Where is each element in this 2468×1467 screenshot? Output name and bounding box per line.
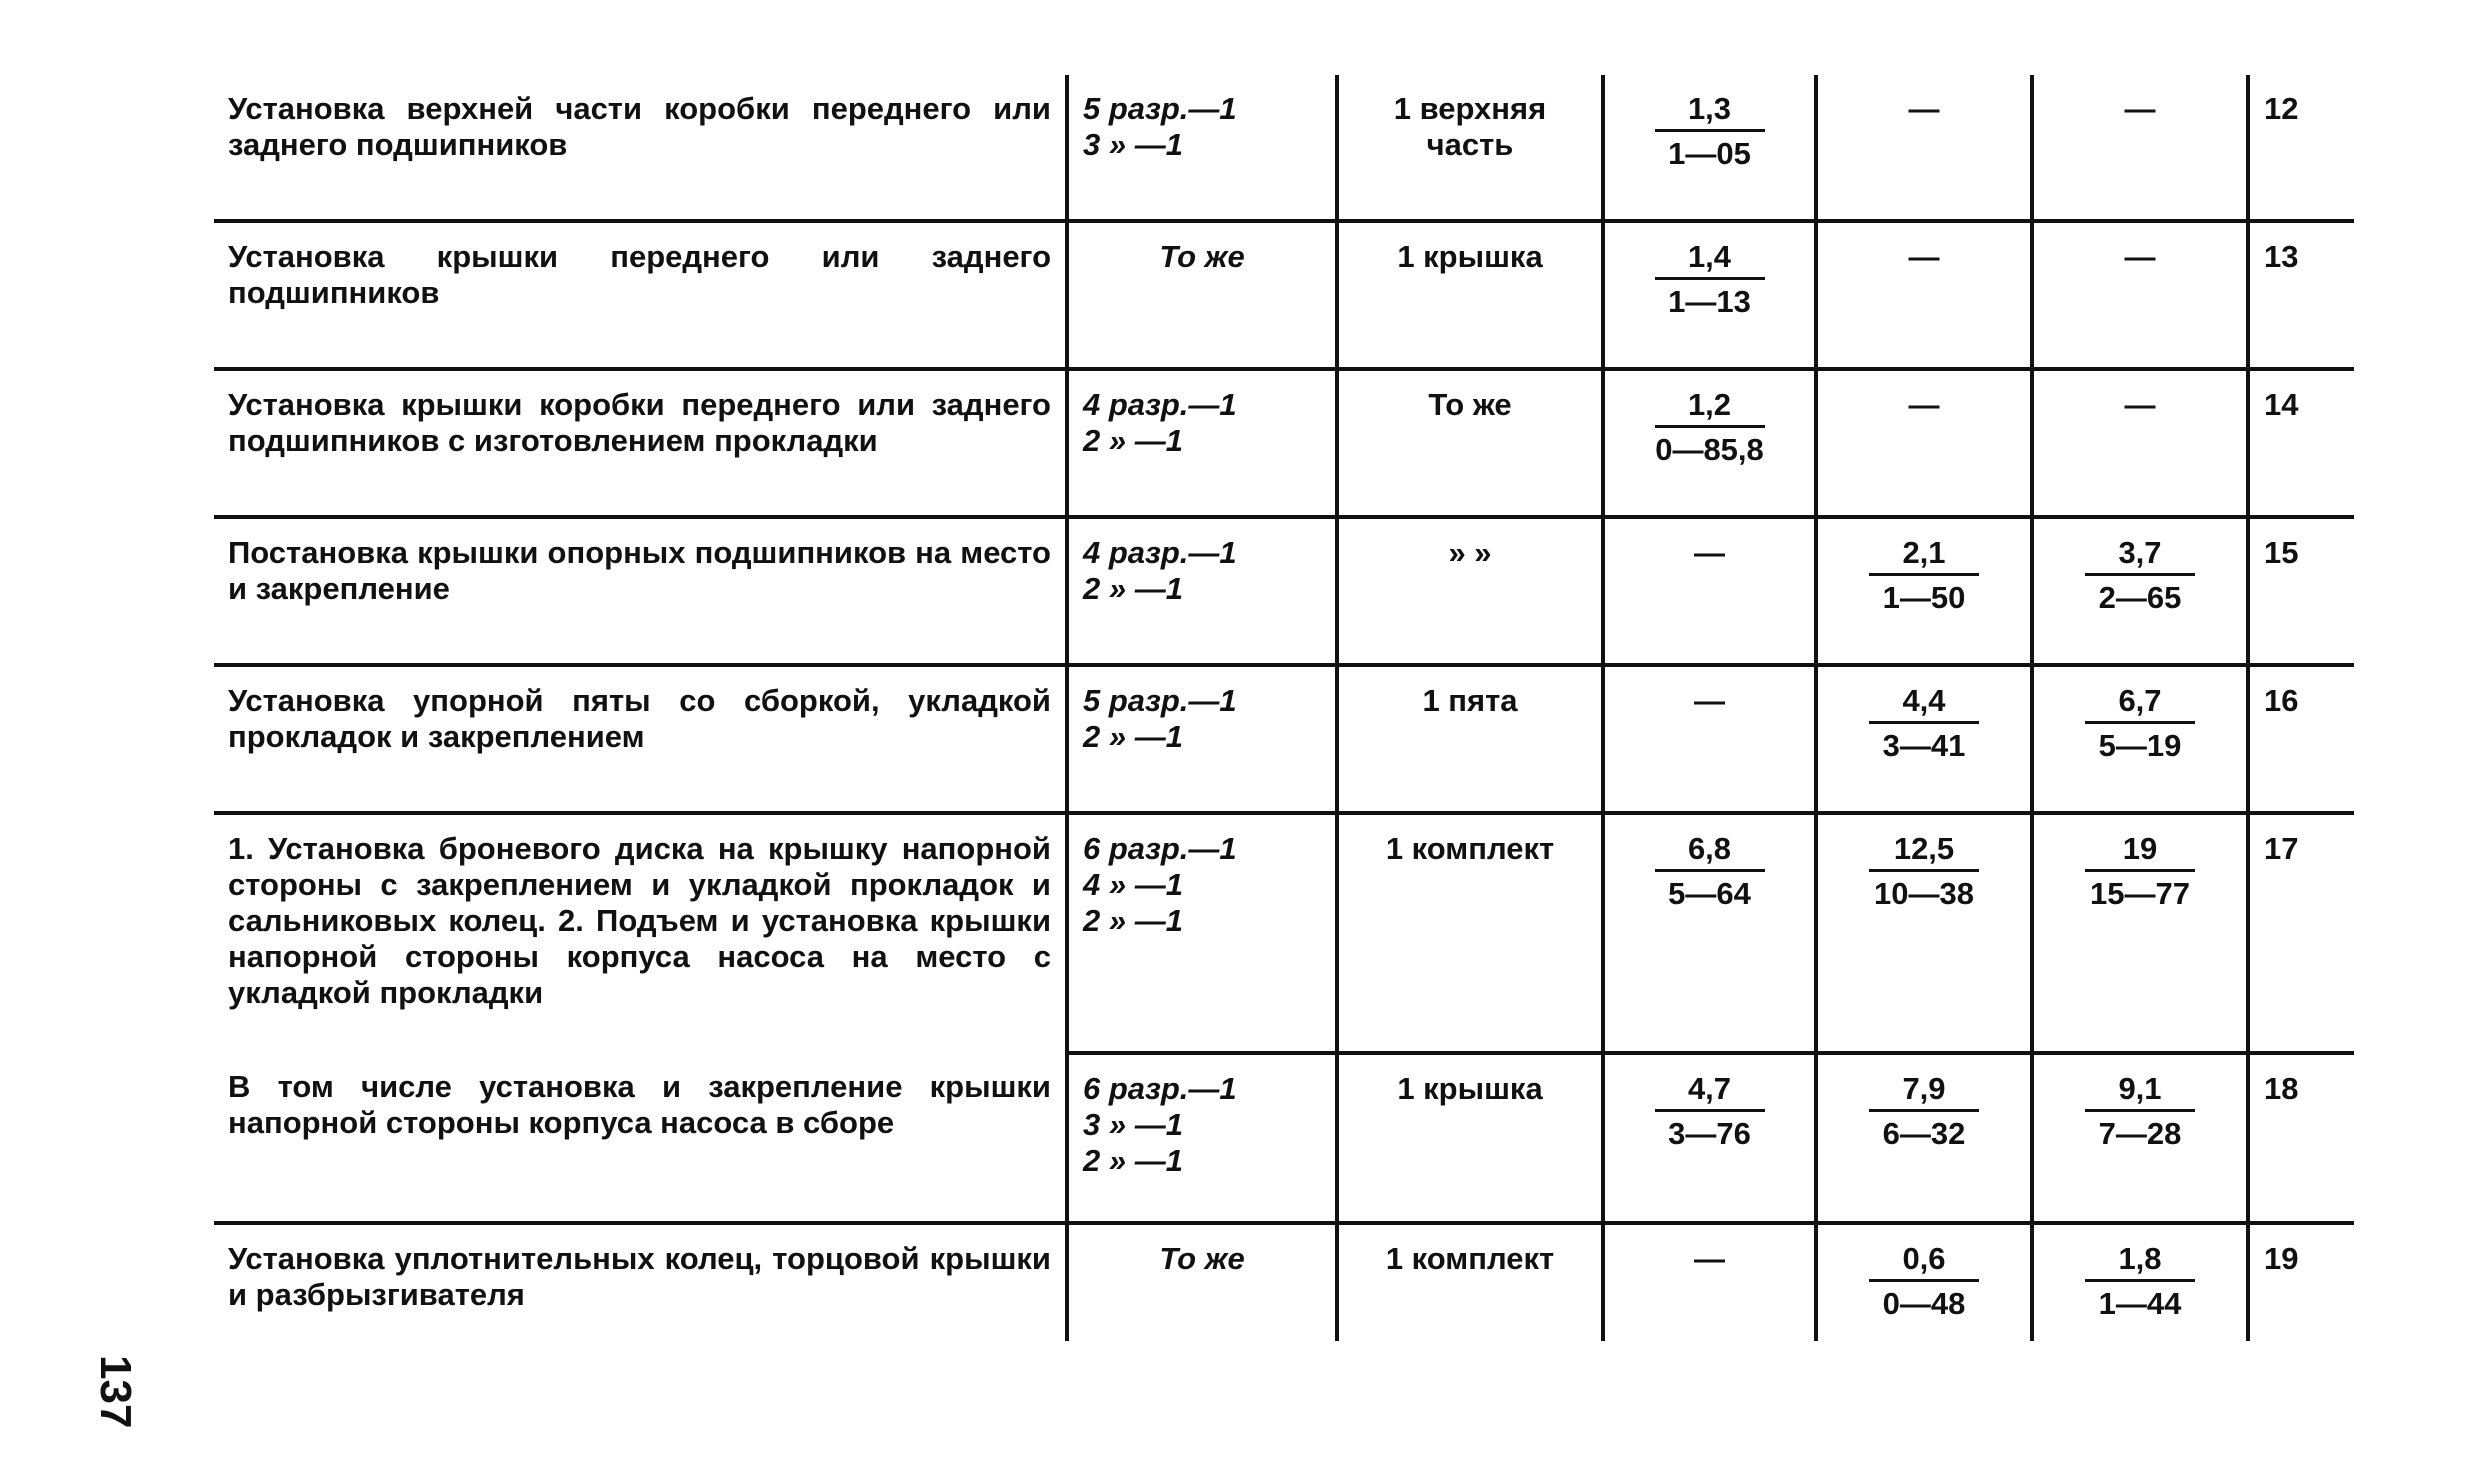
crew-line: 4 разр.—1 xyxy=(1083,535,1237,570)
norm-cell xyxy=(1603,75,1816,221)
fraction-numerator: 7,9 xyxy=(1869,1071,1979,1112)
crew-line: 3 » —1 xyxy=(1083,127,1183,162)
fraction-numerator: 4,7 xyxy=(1655,1071,1765,1112)
norm-cell xyxy=(1603,221,1816,369)
fraction-numerator: 6,7 xyxy=(2085,683,2195,724)
operation-cell: В том числе установка и закрепление крышки напорной стороны корпуса насоса в сборе xyxy=(214,1053,1067,1223)
fraction-numerator: 1,4 xyxy=(1655,239,1765,280)
fraction-denominator: 0—48 xyxy=(1882,1286,1966,1321)
row-number: 12 xyxy=(2248,75,2354,221)
crew-line: 2 » —1 xyxy=(1083,903,1183,938)
unit-cell: » » xyxy=(1337,517,1603,665)
norm-cell: — xyxy=(1816,369,2032,517)
table-row xyxy=(214,1053,2354,1223)
crew-cell: То же xyxy=(1067,221,1337,369)
norm-cell xyxy=(1816,665,2032,813)
fraction-denominator: 0—85,8 xyxy=(1655,432,1764,467)
norm-cell xyxy=(2032,813,2248,1053)
fraction xyxy=(1869,1241,1979,1322)
row-number: 16 xyxy=(2248,665,2354,813)
fraction xyxy=(2085,1241,2195,1322)
row-number: 15 xyxy=(2248,517,2354,665)
norm-cell: — xyxy=(1816,221,2032,369)
norm-cell xyxy=(1603,369,1816,517)
norm-cell: — xyxy=(2032,369,2248,517)
operation-cell: Установка уплотнительных колец, торцовой крышки и разбрызгивателя xyxy=(228,1241,1051,1312)
norm-cell xyxy=(2032,1053,2248,1223)
page-number: 137 xyxy=(91,1355,140,1429)
row-number: 14 xyxy=(2248,369,2354,517)
fraction-denominator: 2—65 xyxy=(2098,580,2182,615)
norm-cell xyxy=(1816,1053,2032,1223)
unit-cell: 1 комплект xyxy=(1337,813,1603,1053)
table-row xyxy=(214,1223,2354,1341)
unit-cell: 1 пята xyxy=(1337,665,1603,813)
fraction-denominator: 3—76 xyxy=(1668,1116,1751,1151)
norms-table xyxy=(214,75,2354,1341)
table-row xyxy=(214,517,2354,665)
fraction xyxy=(1869,535,1979,616)
fraction-denominator: 5—64 xyxy=(1668,876,1751,911)
crew-cell xyxy=(1067,517,1337,665)
fraction-numerator: 4,4 xyxy=(1869,683,1979,724)
fraction-numerator: 0,6 xyxy=(1869,1241,1979,1282)
fraction-denominator: 1—05 xyxy=(1668,136,1751,171)
fraction xyxy=(1655,1071,1765,1152)
fraction xyxy=(1869,831,1979,912)
row-number: 13 xyxy=(2248,221,2354,369)
fraction xyxy=(2085,1071,2195,1152)
crew-line: 4 » —1 xyxy=(1083,867,1183,902)
fraction-numerator: 2,1 xyxy=(1869,535,1979,576)
fraction-numerator: 1,2 xyxy=(1655,387,1765,428)
fraction-denominator: 1—50 xyxy=(1882,580,1966,615)
unit-cell: 1 верхняя часть xyxy=(1337,75,1603,221)
crew-cell xyxy=(1067,665,1337,813)
norm-cell xyxy=(2032,1223,2248,1341)
norm-cell: — xyxy=(2032,75,2248,221)
crew-line: 6 разр.—1 xyxy=(1083,831,1237,866)
crew-line: 4 разр.—1 xyxy=(1083,387,1237,422)
operation-cell: 1. Установка броневого диска на крышку напорной стороны с закреплением и укладкой прокладок и сальниковых колец. 2. Подъем и установка крышки напорной стороны корпуса насоса на место с укладкой прокладки xyxy=(228,831,1051,1010)
fraction xyxy=(1655,387,1765,468)
crew-cell xyxy=(1067,813,1337,1053)
fraction xyxy=(1869,1071,1979,1152)
norm-cell xyxy=(2032,517,2248,665)
operation-cell: Установка упорной пяты со сборкой, укладкой прокладок и закреплением xyxy=(214,665,1067,813)
fraction-denominator: 6—32 xyxy=(1882,1116,1966,1151)
table-row xyxy=(214,75,2354,221)
fraction-denominator: 10—38 xyxy=(1874,876,1974,911)
crew-line: 2 » —1 xyxy=(1083,1143,1183,1178)
crew-line: 6 разр.—1 xyxy=(1083,1071,1237,1106)
operation-cell: Установка крышки переднего или заднего подшипников xyxy=(214,221,1067,369)
fraction-denominator: 1—44 xyxy=(2098,1286,2182,1321)
crew-cell xyxy=(1067,1053,1337,1223)
fraction-denominator: 15—77 xyxy=(2090,876,2190,911)
fraction xyxy=(1655,831,1765,912)
crew-cell xyxy=(1067,75,1337,221)
fraction-numerator: 19 xyxy=(2085,831,2195,872)
unit-cell: 1 крышка xyxy=(1337,221,1603,369)
fraction-denominator: 3—41 xyxy=(1882,728,1966,763)
row-number: 17 xyxy=(2248,813,2354,1053)
unit-cell: 1 крышка xyxy=(1337,1053,1603,1223)
row-number: 18 xyxy=(2248,1053,2354,1223)
operation-cell: Установка крышки коробки переднего или заднего подшипников с изготовлением прокладки xyxy=(214,369,1067,517)
fraction xyxy=(1655,91,1765,172)
fraction-denominator: 1—13 xyxy=(1668,284,1751,319)
norm-cell: — xyxy=(1816,75,2032,221)
table-row xyxy=(214,813,2354,1053)
norm-cell xyxy=(1603,1053,1816,1223)
norm-cell: — xyxy=(1603,1223,1816,1341)
fraction xyxy=(1869,683,1979,764)
crew-cell: То же xyxy=(1067,1223,1337,1341)
operation-cell: Установка верхней части коробки переднего или заднего подшипников xyxy=(214,75,1067,221)
crew-line: 2 » —1 xyxy=(1083,423,1183,458)
fraction-numerator: 1,8 xyxy=(2085,1241,2195,1282)
fraction-denominator: 7—28 xyxy=(2098,1116,2182,1151)
norm-cell xyxy=(1816,517,2032,665)
table-row xyxy=(214,369,2354,517)
row-number: 19 xyxy=(2248,1223,2354,1341)
norm-cell: — xyxy=(2032,221,2248,369)
fraction-numerator: 9,1 xyxy=(2085,1071,2195,1112)
norm-cell xyxy=(1603,813,1816,1053)
norm-cell xyxy=(1816,813,2032,1053)
fraction-numerator: 12,5 xyxy=(1869,831,1979,872)
norm-cell: — xyxy=(1603,665,1816,813)
crew-line: 3 » —1 xyxy=(1083,1107,1183,1142)
crew-line: 5 разр.—1 xyxy=(1083,91,1237,126)
table-row xyxy=(214,221,2354,369)
norm-cell xyxy=(1816,1223,2032,1341)
crew-cell xyxy=(1067,369,1337,517)
crew-line: 5 разр.—1 xyxy=(1083,683,1237,718)
fraction-numerator: 3,7 xyxy=(2085,535,2195,576)
unit-cell: 1 комплект xyxy=(1337,1223,1603,1341)
fraction-numerator: 6,8 xyxy=(1655,831,1765,872)
fraction xyxy=(2085,831,2195,912)
norm-cell xyxy=(2032,665,2248,813)
fraction-denominator: 5—19 xyxy=(2098,728,2182,763)
fraction xyxy=(2085,535,2195,616)
crew-line: 2 » —1 xyxy=(1083,719,1183,754)
fraction xyxy=(2085,683,2195,764)
fraction xyxy=(1655,239,1765,320)
table-row xyxy=(214,665,2354,813)
unit-cell: То же xyxy=(1337,369,1603,517)
fraction-numerator: 1,3 xyxy=(1655,91,1765,132)
crew-line: 2 » —1 xyxy=(1083,571,1183,606)
operation-cell: Постановка крышки опорных подшипников на место и закрепление xyxy=(214,517,1067,665)
norm-cell: — xyxy=(1603,517,1816,665)
